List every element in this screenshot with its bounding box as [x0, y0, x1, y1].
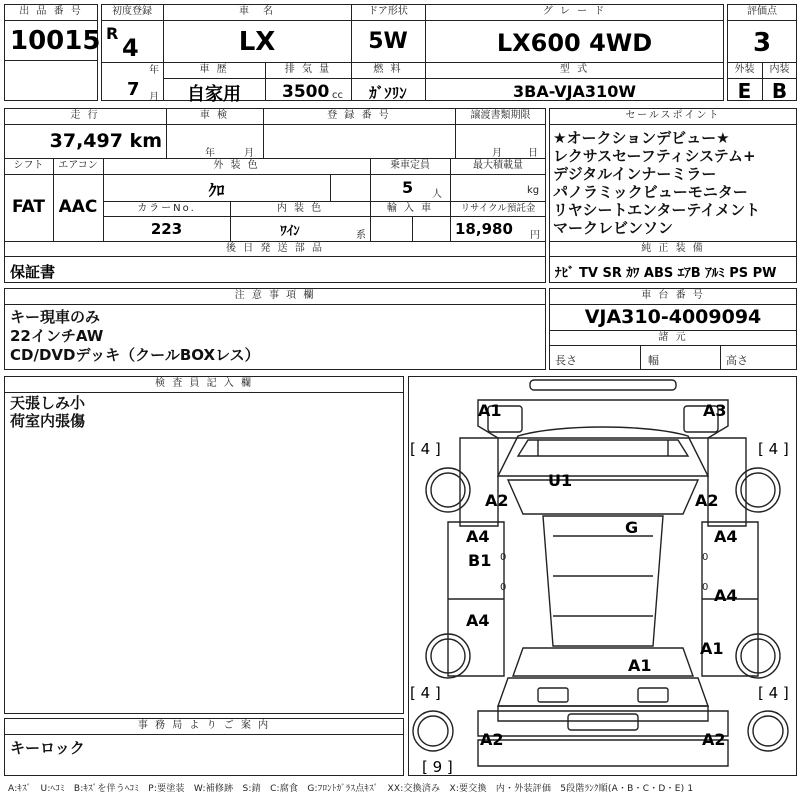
transfer-deadline-label: 譲渡書類期限 — [470, 110, 531, 121]
recycle-fee-label: リサイクル預託金 — [460, 203, 536, 214]
car-name: LX — [238, 27, 276, 57]
tire-rear-right: [ 4 ] — [758, 684, 789, 702]
sales-point-3: デジタルインナーミラー — [553, 165, 717, 183]
reg-year-unit: 年 — [149, 65, 159, 76]
legend: A:ｷｽﾞ U:ﾍｺﾐ B:ｷｽﾞを伴うﾍｺﾐ P:要塗装 W:補修跡 S:錆 C:腐食 G:ﾌﾛﾝﾄｶﾞﾗｽ点ｷｽﾞ XX:交換済み X:要交換 内・外装評価 5段階ﾗﾝｸ順(A・B・C・D・E) 1 — [8, 784, 694, 794]
mark-g-windshield: G — [625, 518, 639, 537]
exterior-label: 外装 — [734, 64, 755, 75]
recycle-fee: 18,980 — [455, 220, 513, 238]
interior-color: ﾜｲﾝ — [280, 224, 300, 239]
history-label: 車 歴 — [199, 64, 229, 75]
reg-month-unit: 月 — [149, 92, 159, 103]
equipment-list: ﾅﾋﾞ TV SR ｶﾜ ABS ｴｱB ｱﾙﾐ PS PW — [555, 266, 777, 281]
equipment-label: 純 正 装 備 — [641, 243, 705, 254]
door-type: 5W — [368, 29, 408, 54]
overall-score: 3 — [752, 28, 772, 58]
car-name-label: 車 名 — [239, 6, 275, 17]
shift-label: シフト — [13, 160, 44, 171]
score-label: 評価点 — [747, 6, 777, 17]
sales-point-4: パノラミックビューモニター — [553, 183, 748, 201]
lot-number: 10015 — [10, 26, 101, 56]
transfer-day-unit: 日 — [528, 148, 538, 159]
inspector-label: 検 査 員 記 入 欄 — [155, 378, 253, 389]
registration-label: 登 録 番 号 — [327, 110, 391, 121]
model-label: 型 式 — [559, 64, 590, 75]
color-number-label: カラーNo. — [137, 203, 196, 214]
chassis-number: VJA310-4009094 — [584, 306, 762, 328]
mark-u1-hood: U1 — [548, 471, 573, 490]
exterior-color: ｸﾛ — [208, 181, 225, 200]
max-load-label: 最大積載量 — [473, 160, 523, 171]
svg-text:0: 0 — [500, 552, 507, 563]
notes-label: 注 意 事 項 欄 — [234, 290, 316, 301]
sales-point-1: ★オークションデビュー★ — [553, 129, 730, 147]
mark-a4-left-rear-door: A4 — [466, 611, 490, 630]
sales-point-5: リヤシートエンターテイメント — [553, 201, 761, 219]
fuel-label: 燃 料 — [373, 64, 403, 75]
displacement-unit: cc — [332, 90, 343, 101]
tire-front-right: [ 4 ] — [758, 440, 789, 458]
fuel: ｶﾞｿﾘﾝ — [369, 84, 407, 102]
note-line-1: キー現車のみ — [10, 308, 101, 326]
office-label: 事 務 局 よ り ご 案 内 — [137, 720, 271, 731]
first-registration-label: 初度登録 — [112, 6, 152, 17]
reg-month: 7 — [127, 79, 140, 100]
door-label: ドア形状 — [368, 6, 408, 17]
mark-a2-rear-right: A2 — [702, 730, 726, 749]
max-load-unit: kg — [527, 185, 540, 196]
mark-a1-right-quarter: A1 — [700, 639, 724, 658]
tire-spare: [ 9 ] — [422, 758, 453, 776]
lot-number-label: 出 品 番 号 — [19, 6, 83, 17]
mark-a2-left-fender: A2 — [485, 491, 509, 510]
mark-a1-front-left: A1 — [478, 401, 502, 420]
interior-score: B — [771, 79, 788, 103]
exterior-color-label: 外 装 色 — [213, 160, 260, 171]
tire-front-left: [ 4 ] — [410, 440, 441, 458]
displacement-label: 排 気 量 — [284, 64, 332, 75]
note-line-2: 22インチAW — [10, 327, 104, 345]
interior-color-unit: 系 — [356, 230, 366, 241]
inspection-year-unit: 年 — [205, 148, 215, 159]
mark-b1-left-front-door: B1 — [468, 551, 492, 570]
exterior-score: E — [737, 79, 752, 103]
transfer-month-unit: 月 — [492, 148, 502, 159]
interior-color-label: 内 装 色 — [276, 203, 324, 214]
reg-year: 4 — [122, 34, 139, 62]
inspector-line-2: 荷室内張傷 — [10, 412, 86, 430]
later-parts-label: 後 日 発 送 部 品 — [226, 243, 324, 254]
mileage: 37,497 km — [49, 130, 162, 152]
svg-text:0: 0 — [500, 582, 507, 593]
mark-a4-right-front-door: A4 — [714, 527, 738, 546]
color-number: 223 — [150, 220, 183, 238]
model-code: 3BA-VJA310W — [513, 82, 636, 101]
mark-a3-front-right: A3 — [703, 401, 727, 420]
capacity: 5 — [402, 178, 414, 197]
ac-type: AAC — [58, 197, 98, 217]
displacement: 3500 — [282, 82, 330, 102]
mark-a2-right-fender: A2 — [695, 491, 719, 510]
length-label: 長さ — [555, 354, 577, 367]
sales-points-label: セールスポイント — [625, 110, 721, 121]
inspection-label: 車 検 — [199, 110, 230, 121]
interior-label: 内装 — [769, 64, 790, 75]
office-note: キーロック — [10, 739, 85, 757]
mark-a2-rear-left: A2 — [480, 730, 504, 749]
svg-text:0: 0 — [702, 582, 709, 593]
capacity-label: 乗車定員 — [390, 160, 430, 171]
sales-point-6: マークレビンソン — [553, 219, 674, 237]
note-line-3: CD/DVDデッキ（クールBOXレス） — [10, 346, 260, 364]
import-label: 輸 入 車 — [386, 203, 434, 214]
mark-a1-rear-hatch: A1 — [628, 656, 652, 675]
tire-rear-left: [ 4 ] — [410, 684, 441, 702]
capacity-unit: 人 — [432, 189, 442, 200]
shift-type: FAT — [11, 197, 46, 217]
specs-label: 諸 元 — [658, 332, 688, 343]
inspection-month-unit: 月 — [244, 148, 254, 159]
later-parts: 保証書 — [10, 263, 56, 281]
history: 自家用 — [187, 84, 241, 105]
ac-label: エアコン — [58, 160, 98, 171]
svg-text:0: 0 — [702, 552, 709, 563]
width-label: 幅 — [648, 354, 659, 367]
car-diagram — [408, 376, 797, 776]
sales-point-2: レクサスセーフティシステム+ — [553, 147, 756, 165]
inspector-line-1: 天張しみ小 — [10, 394, 86, 412]
recycle-fee-unit: 円 — [530, 230, 540, 241]
chassis-label: 車 台 番 号 — [641, 290, 705, 301]
mark-a4-right-rear-door: A4 — [714, 586, 738, 605]
grade-label: グ レ ー ド — [542, 6, 607, 17]
era-mark: R — [106, 24, 119, 43]
height-label: 高さ — [726, 354, 748, 367]
mark-a4-left-front-door: A4 — [466, 527, 490, 546]
mileage-label: 走 行 — [70, 110, 100, 121]
grade: LX600 4WD — [496, 29, 653, 57]
